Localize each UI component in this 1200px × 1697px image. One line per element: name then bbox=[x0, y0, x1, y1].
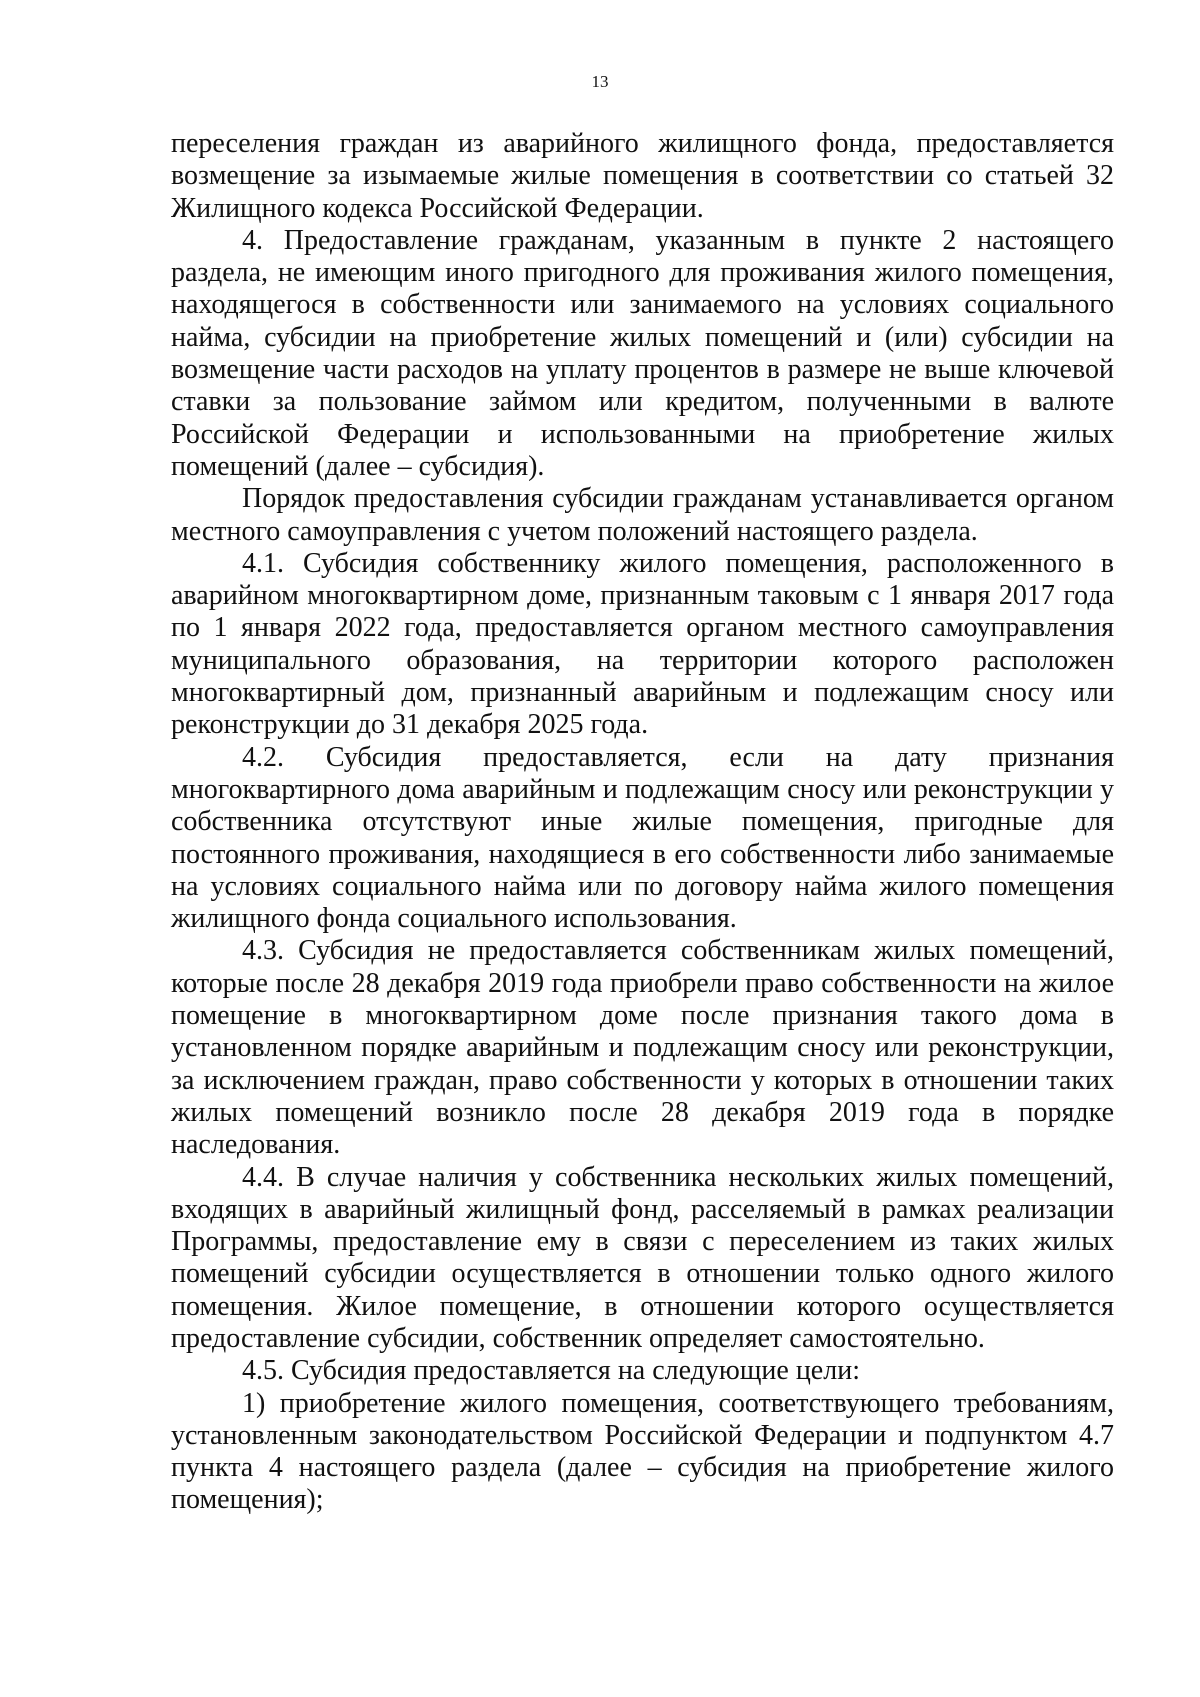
paragraph-4-2: 4.2. Субсидия предоставляется, если на дату признания многоквартирного дома аварийным и подлежащим сносу или реконструкции у собственника отсутствуют иные жилые помещения, пригодные для постоянного проживания, находящиеся в его собственности либо занимаемые на условиях социального найма или по договору найма жилого помещения жилищного фонда социального использования. bbox=[171, 741, 1114, 935]
paragraph-4-3: 4.3. Субсидия не предоставляется собственникам жилых помещений, которые после 28 декабря 2019 года приобрели право собственности на жилое помещение в многоквартирном доме после признания такого дома в установленном порядке аварийным и подлежащим сносу или реконструкции, за исключением граждан, право собственности у которых в отношении таких жилых помещений возникло после 28 декабря 2019 года в порядке наследования. bbox=[171, 935, 1114, 1161]
paragraph-4-1: 4.1. Субсидия собственнику жилого помещения, расположенного в аварийном многоквартирном доме, признанным таковым с 1 января 2017 года по 1 января 2022 года, предоставляется органом местного самоуправления муниципального образования, на территории которого расположен многоквартирный дом, признанный аварийным и подлежащим сносу или реконструкции до 31 декабря 2025 года. bbox=[171, 547, 1114, 741]
paragraph-procedure: Порядок предоставления субсидии гражданам устанавливается органом местного самоуправления с учетом положений настоящего раздела. bbox=[171, 483, 1114, 547]
paragraph-4: 4. Предоставление гражданам, указанным в пункте 2 настоящего раздела, не имеющим иного пригодного для проживания жилого помещения, находящегося в собственности или занимаемого на условиях социального найма, субсидии на приобретение жилых помещений и (или) субсидии на возмещение части расходов на уплату процентов в размере не выше ключевой ставки за пользование займом или кредитом, полученными в валюте Российской Федерации и использованными на приобретение жилых помещений (далее – субсидия). bbox=[171, 224, 1114, 482]
paragraph-continuation: переселения граждан из аварийного жилищного фонда, предоставляется возмещение за изымаемые жилые помещения в соответствии со статьей 32 Жилищного кодекса Российской Федерации. bbox=[171, 128, 1114, 224]
document-body bbox=[171, 128, 1114, 1517]
paragraph-4-5-item-1: 1) приобретение жилого помещения, соответствующего требованиям, установленным законодательством Российской Федерации и подпунктом 4.7 пункта 4 настоящего раздела (далее – субсидия на приобретение жилого помещения); bbox=[171, 1387, 1114, 1516]
paragraph-4-5: 4.5. Субсидия предоставляется на следующие цели: bbox=[242, 1355, 860, 1387]
paragraph-4-4: 4.4. В случае наличия у собственника нескольких жилых помещений, входящих в аварийный жилищный фонд, расселяемый в рамках реализации Программы, предоставление ему в связи с переселением из таких жилых помещений субсидии осуществляется в отношении только одного жилого помещения. Жилое помещение, в отношении которого осуществляется предоставление субсидии, собственник определяет самостоятельно. bbox=[171, 1161, 1114, 1354]
page-number: 13 bbox=[591, 72, 609, 91]
